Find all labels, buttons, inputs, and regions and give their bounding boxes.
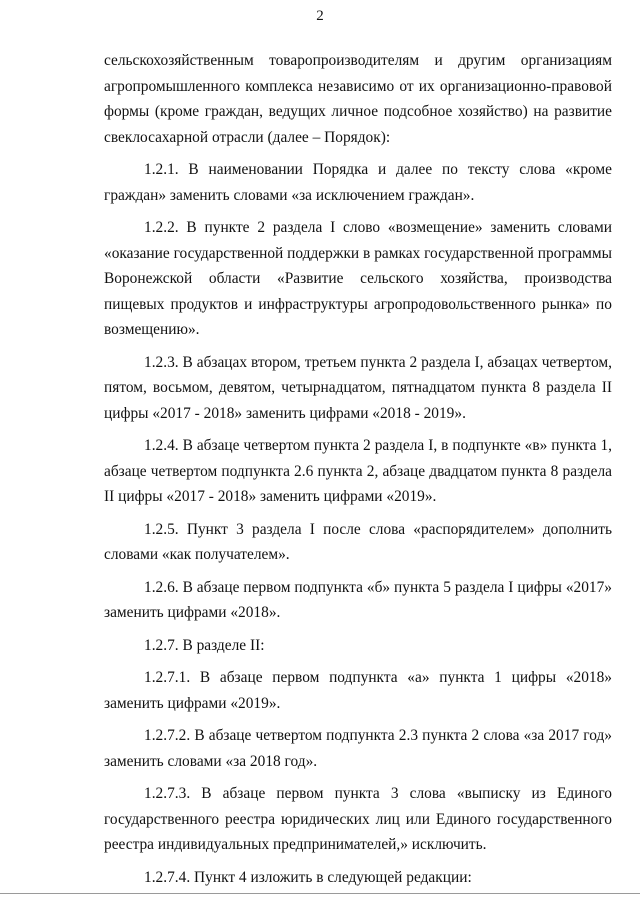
paragraph-continuation: сельскохозяйственным товаропроизводителям и другим организациям агропромышленного комплекса независимо от их организационно-правовой формы (кроме граждан, ведущих личное подсобное хозяйство) на развитие свеклосахарной отрасли (далее – Порядок): (104, 52, 612, 146)
page-bottom-edge (0, 893, 640, 894)
paragraph-1-2-7-4: 1.2.7.4. Пункт 4 изложить в следующей редакции: (144, 868, 472, 886)
paragraph-1-2-7-2: 1.2.7.2. В абзаце четвертом подпункта 2.3 пункта 2 слова «за 2017 год» заменить словами «за 2018 год». (104, 727, 612, 770)
paragraph-1-2-4: 1.2.4. В абзаце четвертом пункта 2 раздела I, в подпункте «в» пункта 1, абзаце четвертом подпункта 2.6 пункта 2, абзаце двадцатом пункта 8 раздела II цифры «2017 - 2018» заменить цифрами «2019». (104, 437, 612, 505)
paragraph-1-2-7-1: 1.2.7.1. В абзаце первом подпункта «а» пункта 1 цифры «2018» заменить цифрами «2019». (104, 669, 612, 712)
document-body (104, 48, 612, 897)
paragraph-1-2-6: 1.2.6. В абзаце первом подпункта «б» пункта 5 раздела I цифры «2017» заменить цифрами «2018». (104, 578, 612, 621)
paragraph-1-2-5: 1.2.5. Пункт 3 раздела I после слова «распорядителем» дополнить словами «как получателем». (104, 520, 612, 563)
paragraph-1-2-7: 1.2.7. В разделе II: (144, 636, 265, 654)
paragraph-1-2-1: 1.2.1. В наименовании Порядка и далее по тексту слова «кроме граждан» заменить словами «за исключением граждан». (104, 161, 612, 204)
page-number: 2 (316, 8, 324, 24)
paragraph-1-2-2: 1.2.2. В пункте 2 раздела I слово «возмещение» заменить словами «оказание государственной поддержки в рамках государственной программы Воронежской области «Развитие сельского хозяйства, производства пищевых продуктов и инфраструктуры агропродовольственного рынка» по возмещению». (104, 219, 612, 338)
paragraph-1-2-3: 1.2.3. В абзацах втором, третьем пункта 2 раздела I, абзацах четвертом, пятом, восьмом, девятом, четырнадцатом, пятнадцатом пункта 8 раздела II цифры «2017 - 2018» заменить цифрами «2018 - 2019». (104, 353, 612, 422)
paragraph-1-2-7-3: 1.2.7.3. В абзаце первом пункта 3 слова «выписку из Единого государственного реестра юридических лиц или Единого государственного реестра индивидуальных предпринимателей,» исключить. (104, 785, 612, 853)
